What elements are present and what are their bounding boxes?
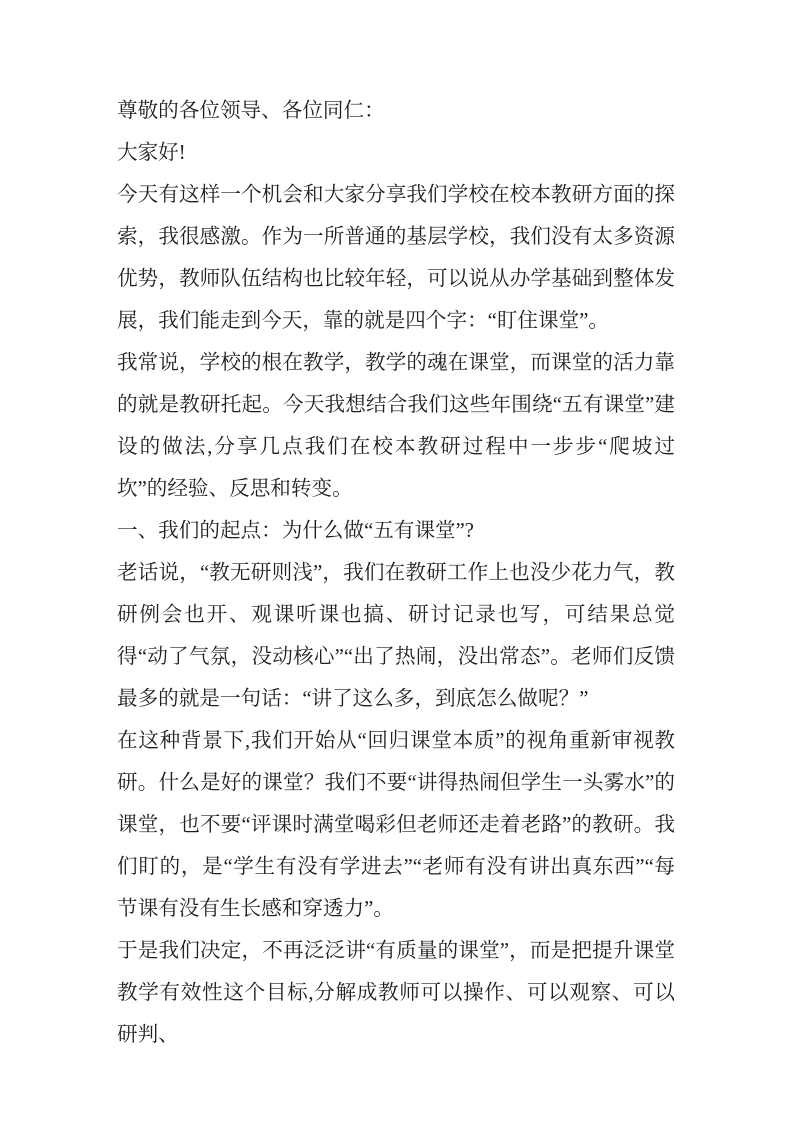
paragraph-decision: 于是我们决定，不再泛泛讲“有质量的课堂”，而是把提升课堂教学有效性这个目标,分解成教师可以操作、可以观察、可以研判、 <box>117 940 675 1046</box>
section-heading-1: 一、我们的起点：为什么做“五有课堂”? <box>117 520 474 542</box>
paragraph-salutation: 尊敬的各位领导、各位同仁： <box>117 100 385 122</box>
paragraph-reflection: 在这种背景下,我们开始从“回归课堂本质”的视角重新审视教研。什么是好的课堂？我们不要“讲得热闹但学生一头雾水”的课堂，也不要“评课时满堂喝彩但老师还走着老路”的教研。我们盯的，是“学生有没有学进去”“老师有没有讲出真东西”“每节课有没有生长感和穿透力”。 <box>117 730 675 920</box>
paragraph-philosophy: 我常说，学校的根在教学，教学的魂在课堂，而课堂的活力靠的就是教研托起。今天我想结合我们这些年围绕“五有课堂”建设的做法,分享几点我们在校本教研过程中一步步“爬坡过坎”的经验、反思和转变。 <box>117 352 675 500</box>
document-text-block <box>117 90 675 1056</box>
paragraph-intro: 今天有这样一个机会和大家分享我们学校在校本教研方面的探索，我很感激。作为一所普通的基层学校，我们没有太多资源优势，教师队伍结构也比较年轻，可以说从办学基础到整体发展，我们能走到今天，靠的就是四个字：“盯住课堂”。 <box>117 184 675 332</box>
paragraph-problem: 老话说，“教无研则浅”，我们在教研工作上也没少花力气，教研例会也开、观课听课也搞、研讨记录也写，可结果总觉得“动了气氛，没动核心”“出了热闹，没出常态”。老师们反馈最多的就是一句话：“讲了这么多，到底怎么做呢？” <box>117 562 675 710</box>
paragraph-greeting: 大家好! <box>117 142 186 164</box>
